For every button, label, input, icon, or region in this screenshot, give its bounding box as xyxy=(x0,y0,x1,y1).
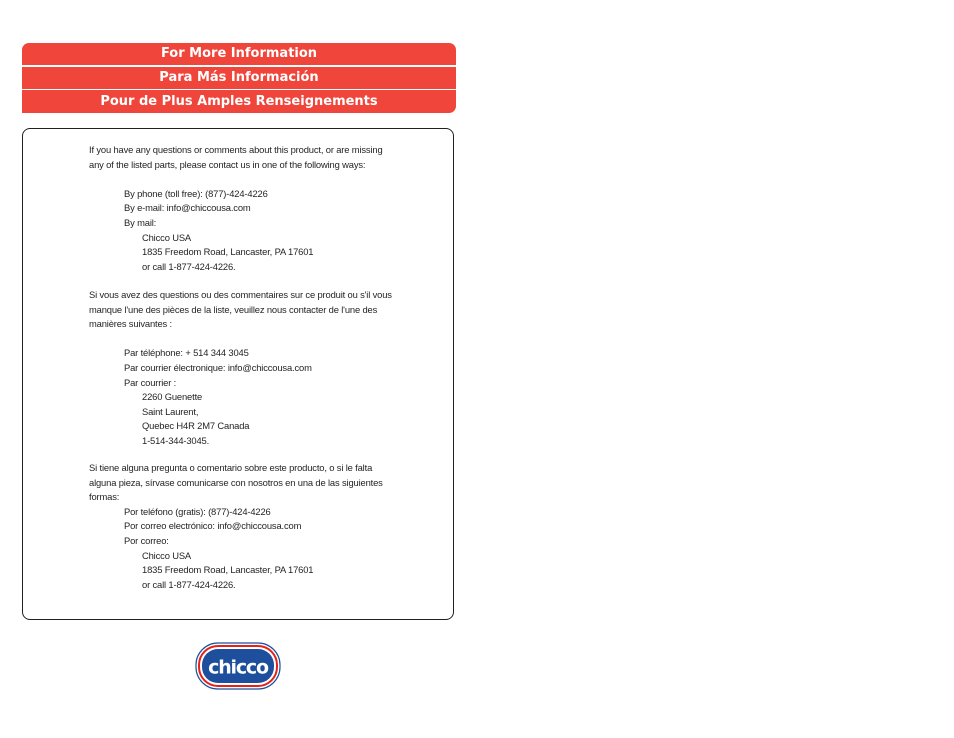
english-email: By e-mail: info@chiccousa.com xyxy=(124,202,251,214)
french-address-street: 2260 Guenette xyxy=(142,391,203,403)
english-phone: By phone (toll free): (877)-424-4226 xyxy=(124,187,268,199)
spanish-address-call: or call 1-877-424-4226. xyxy=(142,578,236,590)
french-address-city: Saint Laurent, xyxy=(142,405,199,417)
chicco-logo-text: chicco xyxy=(208,656,268,679)
french-mail-label: Par courrier : xyxy=(124,376,177,388)
french-intro-line: Si vous avez des questions ou des commentaires sur ce produit ou s'il vous xyxy=(89,289,392,300)
spanish-address-street: 1835 Freedom Road, Lancaster, PA 17601 xyxy=(142,564,314,576)
english-intro-line: any of the listed parts, please contact us in one of the following ways: xyxy=(89,158,366,170)
english-intro-line: If you have any questions or comments about this product, or are missing xyxy=(89,144,383,155)
spanish-intro-line: Si tiene alguna pregunta o comentario sobre este producto, o si le falta xyxy=(89,462,373,473)
english-address-call: or call 1-877-424-4226. xyxy=(142,260,236,272)
french-intro-line: manières suivantes : xyxy=(89,318,172,330)
spanish-mail-label: Por correo: xyxy=(124,534,169,546)
english-section xyxy=(89,143,409,274)
header-french: Pour de Plus Amples Renseignements xyxy=(22,90,456,113)
french-phone: Par téléphone: + 514 344 3045 xyxy=(124,347,249,359)
spanish-intro-line: alguna pieza, sírvase comunicarse con nosotros en una de las siguientes xyxy=(89,476,383,488)
english-mail-label: By mail: xyxy=(124,216,157,228)
french-section xyxy=(89,288,409,449)
english-address-company: Chicco USA xyxy=(142,231,192,243)
french-address-phone: 1-514-344-3045. xyxy=(142,434,210,446)
french-email: Par courrier électronique: info@chiccousa.com xyxy=(124,361,312,373)
chicco-logo xyxy=(195,642,281,690)
spanish-email: Por correo electrónico: info@chiccousa.com xyxy=(124,520,302,532)
spanish-address-company: Chicco USA xyxy=(142,549,192,561)
spanish-phone: Por teléfono (gratis): (877)-424-4226 xyxy=(124,505,271,517)
header-spanish: Para Más Información xyxy=(22,67,456,89)
spanish-intro-line: formas: xyxy=(89,491,120,503)
chicco-logo-icon xyxy=(195,642,281,690)
spanish-section xyxy=(89,461,409,592)
contact-info-box xyxy=(22,128,454,620)
french-intro-line: manque l'une des pièces de la liste, veuillez nous contacter de l'une des xyxy=(89,303,378,315)
english-address-street: 1835 Freedom Road, Lancaster, PA 17601 xyxy=(142,246,314,258)
header-english: For More Information xyxy=(22,43,456,65)
french-address-region: Quebec H4R 2M7 Canada xyxy=(142,420,250,432)
info-header xyxy=(22,43,456,115)
